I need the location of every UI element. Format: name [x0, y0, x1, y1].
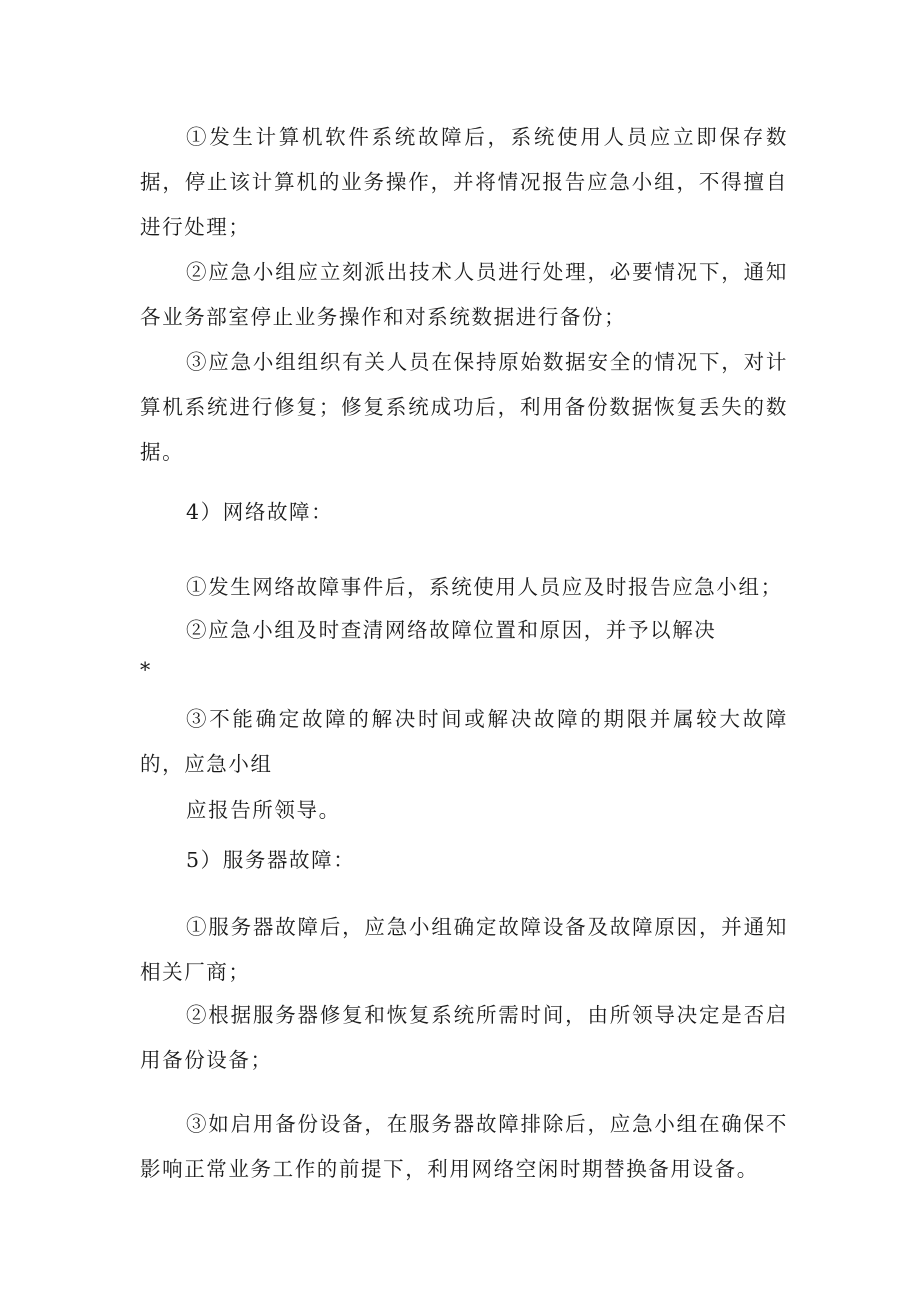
paragraph-network-fault-2: ②应急小组及时查清网络故障位置和原因，并予以解决	[186, 618, 717, 642]
paragraph-network-fault-3-cont: 应报告所领导。	[186, 798, 341, 822]
paragraph-network-fault-1: ①发生网络故障事件后，系统使用人员应及时报告应急小组；	[186, 575, 783, 599]
stray-asterisk: *	[140, 658, 152, 682]
heading-network-fault: 4）网络故障：	[186, 500, 334, 524]
paragraph-software-fault-2: ②应急小组应立刻派出技术人员进行处理，必要情况下，通知各业务部室停止业务操作和对系统数据进行备份；	[140, 260, 788, 329]
paragraph-server-fault-1: ①服务器故障后，应急小组确定故障设备及故障原因，并通知相关厂商；	[140, 915, 788, 984]
heading-server-fault: 5）服务器故障：	[186, 848, 356, 872]
paragraph-software-fault-1: ①发生计算机软件系统故障后，系统使用人员应立即保存数据，停止该计算机的业务操作，并将情况报告应急小组，不得擅自进行处理；	[140, 125, 788, 239]
paragraph-server-fault-2: ②根据服务器修复和恢复系统所需时间，由所领导决定是否启用备份设备；	[140, 1003, 788, 1072]
paragraph-network-fault-3: ③不能确定故障的解决时间或解决故障的期限并属较大故障的，应急小组	[140, 707, 788, 776]
paragraph-software-fault-3: ③应急小组组织有关人员在保持原始数据安全的情况下，对计算机系统进行修复；修复系统成功后，利用备份数据恢复丢失的数据。	[140, 350, 788, 464]
paragraph-server-fault-3: ③如启用备份设备，在服务器故障排除后，应急小组在确保不影响正常业务工作的前提下，利用网络空闲时期替换备用设备。	[140, 1112, 788, 1181]
